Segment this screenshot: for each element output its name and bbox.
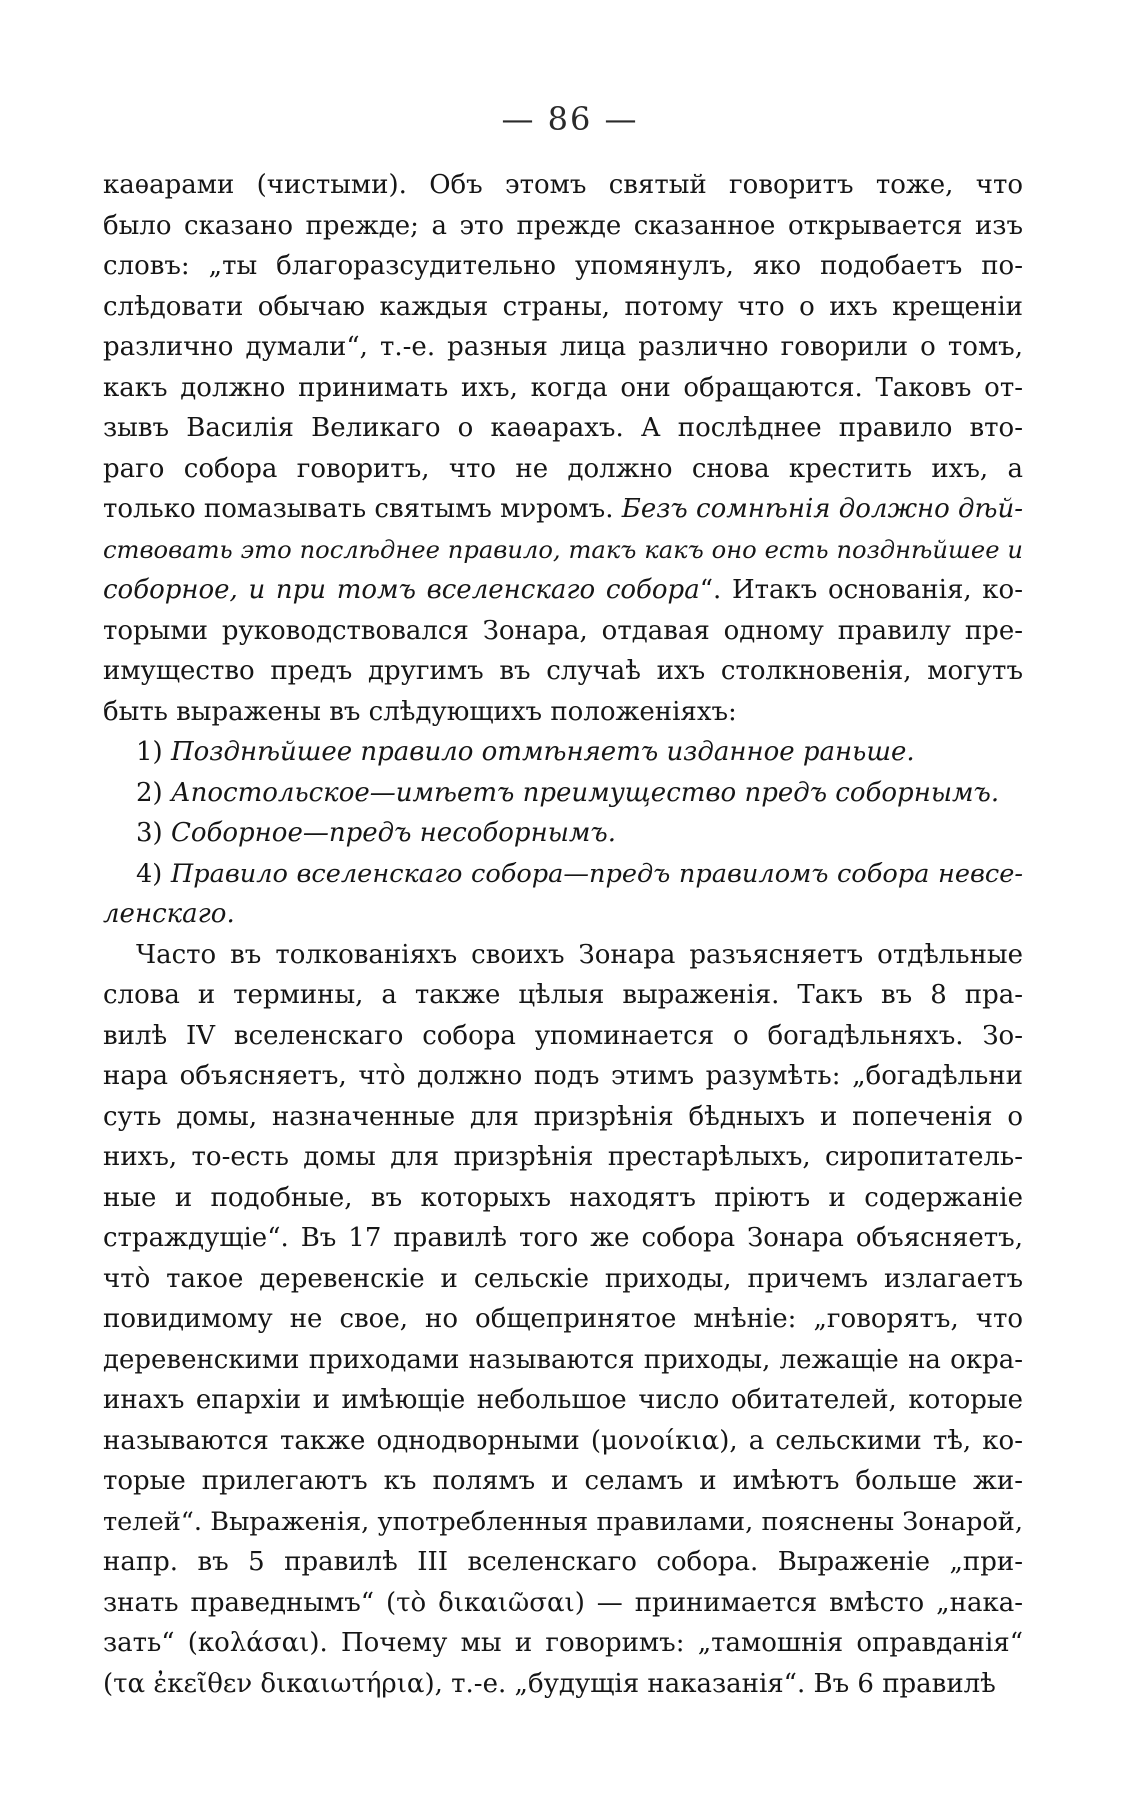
text-line bbox=[103, 692, 1023, 733]
text-run: каѳарами (чистыми). Объ этомъ святый говоритъ тоже, что bbox=[103, 170, 1023, 200]
text-line bbox=[103, 1016, 1023, 1057]
text-run: что̀ такое деревенскіе и сельскіе приходы, причемъ излагаетъ bbox=[103, 1263, 1023, 1294]
text-line bbox=[103, 206, 1023, 247]
text-run: деревенскими приходами называются приходы, лежащіе на окра- bbox=[103, 1344, 1023, 1375]
text-line bbox=[103, 570, 1023, 611]
text-run: только помазывать святымъ мνромъ. bbox=[103, 494, 622, 524]
text-run: было сказано прежде; а это прежде сказанное открывается изъ bbox=[103, 210, 1023, 241]
italic-text: Апостольское—имѣетъ преимущество предъ соборнымъ. bbox=[170, 777, 1000, 808]
text-run: различно думали“, т.-е. разныя лица различно говорили о томъ, bbox=[103, 332, 1023, 362]
text-run: слова и термины, а также цѣлыя выраженія. Такъ въ 8 пра- bbox=[103, 980, 1023, 1010]
text-line bbox=[103, 935, 1023, 976]
text-run: торыми руководствовался Зонара, отдавая одному правилу пре- bbox=[103, 615, 1023, 646]
text-line bbox=[103, 165, 1023, 206]
text-line bbox=[103, 530, 1023, 571]
text-line bbox=[103, 287, 1023, 328]
italic-text: ленскаго. bbox=[103, 899, 235, 929]
text-run: зать“ (κολάσαι). Почему мы и говоримъ: „тамошнія оправданія“ bbox=[103, 1628, 1023, 1658]
text-line bbox=[103, 854, 1023, 895]
text-line bbox=[103, 1664, 1023, 1705]
text-run: (τα ἐκεῖθεν δικαιωτήρια), т.-е. „будущія наказанія“. Въ 6 правилѣ bbox=[103, 1668, 996, 1699]
text-line bbox=[103, 1340, 1023, 1381]
text-line bbox=[103, 449, 1023, 490]
text-line bbox=[103, 1421, 1023, 1462]
text-run: повидимому не свое, но общепринятое мнѣніе: „говорятъ, что bbox=[103, 1304, 1023, 1334]
text-run: быть выражены въ слѣдующихъ положеніяхъ: bbox=[103, 696, 737, 727]
text-run: 4) bbox=[136, 858, 171, 889]
italic-text: Правило вселенскаго собора—предъ правиломъ собора невсе- bbox=[170, 858, 1024, 889]
text-run: вилѣ IV вселенскаго собора упоминается о богадѣльняхъ. Зо- bbox=[103, 1020, 1023, 1051]
italic-text: Позднѣйшее правило отмѣняетъ изданное раньше. bbox=[170, 737, 915, 767]
text-line bbox=[103, 1178, 1023, 1219]
text-run: знать праведнымъ“ (τὸ δικαιῶσαι) — принимается вмѣсто „нака- bbox=[103, 1587, 1023, 1618]
text-line bbox=[103, 1137, 1023, 1178]
italic-text: Соборное—предъ несоборнымъ. bbox=[170, 818, 617, 848]
text-line bbox=[103, 651, 1023, 692]
text-run: суть домы, назначенные для призрѣнія бѣдныхъ и попеченія о bbox=[103, 1101, 1023, 1132]
page-number: — 86 — bbox=[501, 100, 639, 138]
text-line bbox=[103, 773, 1023, 814]
text-line bbox=[103, 1380, 1023, 1421]
text-run: страждущіе“. Въ 17 правилѣ того же собора Зонара объясняетъ, bbox=[103, 1223, 1023, 1253]
text-run: ные и подобные, въ которыхъ находятъ пріютъ и содержаніе bbox=[103, 1182, 1023, 1213]
text-run: какъ должно принимать ихъ, когда они обращаются. Таковъ от- bbox=[103, 372, 1023, 403]
text-run: нихъ, то-есть домы для призрѣнія престарѣлыхъ, сиропитатель- bbox=[103, 1142, 1023, 1172]
text-line bbox=[103, 1056, 1023, 1097]
text-run: нара объясняетъ, что̀ должно подъ этимъ разумѣть: „богадѣльни bbox=[103, 1061, 1023, 1091]
text-line bbox=[103, 732, 1023, 773]
text-line bbox=[103, 1097, 1023, 1138]
text-run: напр. въ 5 правилѣ III вселенскаго собора. Выраженіе „при- bbox=[103, 1547, 1023, 1577]
text-run: “. Итакъ основанія, ко- bbox=[699, 575, 1023, 605]
text-run: инахъ епархіи и имѣющіе небольшое число обитателей, которые bbox=[103, 1385, 1023, 1415]
text-run: имущество предъ другимъ въ случаѣ ихъ столкновенія, могутъ bbox=[103, 656, 1023, 686]
text-line bbox=[103, 1259, 1023, 1300]
text-run: 1) bbox=[136, 737, 171, 767]
text-run: слѣдовати обычаю каждыя страны, потому что о ихъ крещеніи bbox=[103, 291, 1023, 322]
text-run: 3) bbox=[136, 818, 171, 848]
text-line bbox=[103, 611, 1023, 652]
text-line bbox=[103, 975, 1023, 1016]
text-line bbox=[103, 1542, 1023, 1583]
text-line bbox=[103, 1502, 1023, 1543]
text-line bbox=[103, 1461, 1023, 1502]
text-run: словъ: „ты благоразсудительно упомянулъ, яко подобаетъ по- bbox=[103, 251, 1023, 281]
text-line bbox=[103, 489, 1023, 530]
text-line bbox=[103, 1623, 1023, 1664]
italic-text: соборное, и при томъ вселенскаго собора bbox=[103, 575, 700, 605]
text-line bbox=[103, 1299, 1023, 1340]
text-line bbox=[103, 368, 1023, 409]
text-line bbox=[103, 1218, 1023, 1259]
italic-text: ствовать это послѣднее правило, такъ какъ оно есть позднѣйшее и bbox=[103, 535, 1023, 564]
text-run: 2) bbox=[136, 777, 171, 808]
text-run: называются также однодворными (μονοίκια), а сельскими тѣ, ко- bbox=[103, 1425, 1023, 1456]
text-line bbox=[103, 813, 1023, 854]
body-text bbox=[103, 165, 1023, 1704]
text-run: торые прилегаютъ къ полямъ и селамъ и имѣютъ больше жи- bbox=[103, 1466, 1023, 1496]
text-line bbox=[103, 327, 1023, 368]
text-run: телей“. Выраженія, употребленныя правилами, пояснены Зонарой, bbox=[103, 1506, 1023, 1537]
italic-text: Безъ сомнѣнія должно дѣй- bbox=[621, 494, 1023, 524]
text-line bbox=[103, 246, 1023, 287]
text-run: зывъ Василія Великаго о каѳарахъ. А послѣднее правило вто- bbox=[103, 413, 1023, 443]
text-line bbox=[103, 1583, 1023, 1624]
text-line bbox=[103, 408, 1023, 449]
text-run: Часто въ толкованіяхъ своихъ Зонара разъясняетъ отдѣльные bbox=[136, 939, 1023, 970]
text-line bbox=[103, 894, 1023, 935]
text-run: раго собора говоритъ, что не должно снова крестить ихъ, а bbox=[103, 453, 1023, 484]
